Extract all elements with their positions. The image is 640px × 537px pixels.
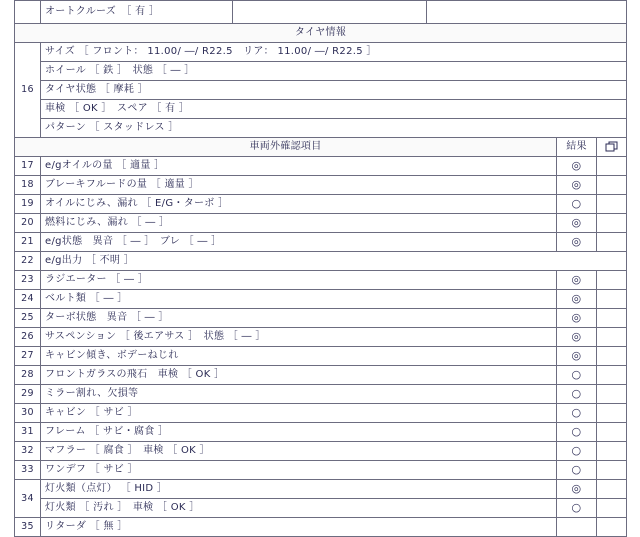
row-number: 31	[15, 423, 41, 442]
row-label: リターダ ［ 無 ］	[41, 518, 557, 537]
inspection-row	[15, 328, 627, 347]
inspection-row	[15, 404, 627, 423]
row-number: 28	[15, 366, 41, 385]
row-number: 21	[15, 233, 41, 252]
row-label: 灯火類 ［ 汚れ ］ 車検 ［ OK ］	[41, 499, 557, 518]
row-number: 35	[15, 518, 41, 537]
top-row-blank-2	[427, 1, 627, 24]
row-number: 34	[15, 480, 41, 518]
top-row-num	[15, 1, 41, 24]
row-extra	[597, 385, 627, 404]
tire-row-number: 16	[15, 43, 41, 138]
row-result: ◎	[557, 290, 597, 309]
copy-button[interactable]	[597, 138, 627, 157]
row-extra	[597, 404, 627, 423]
row-extra	[597, 328, 627, 347]
row-result: ○	[557, 404, 597, 423]
row-result: ○	[557, 423, 597, 442]
inspection-row	[15, 157, 627, 176]
row-label: ワンデフ ［ サビ ］	[41, 461, 557, 480]
row-number: 20	[15, 214, 41, 233]
row-extra	[597, 366, 627, 385]
inspection-row	[15, 176, 627, 195]
top-row	[15, 1, 627, 24]
row-label: キャビン ［ サビ ］	[41, 404, 557, 423]
row-number: 29	[15, 385, 41, 404]
row-extra	[597, 518, 627, 537]
tire-condition: タイヤ状態 ［ 摩耗 ］	[41, 81, 627, 100]
row-result: ◎	[557, 309, 597, 328]
inspection-row	[15, 499, 627, 518]
inspection-sheet	[14, 0, 626, 532]
top-row-blank-1	[233, 1, 427, 24]
row-extra	[597, 499, 627, 518]
inspection-row	[15, 252, 627, 271]
row-extra	[597, 214, 627, 233]
row-number: 30	[15, 404, 41, 423]
row-number: 19	[15, 195, 41, 214]
row-result: ○	[557, 499, 597, 518]
row-extra	[597, 461, 627, 480]
tire-pattern: パターン ［ スタッドレス ］	[41, 119, 627, 138]
row-result: ◎	[557, 233, 597, 252]
row-result: ◎	[557, 214, 597, 233]
inspection-row	[15, 309, 627, 328]
row-extra	[597, 271, 627, 290]
row-number: 25	[15, 309, 41, 328]
row-label: ラジエーター ［ ― ］	[41, 271, 557, 290]
row-label: e/g状態 異音 ［ ― ］ ブレ ［ ― ］	[41, 233, 557, 252]
row-result: ○	[557, 385, 597, 404]
row-extra	[597, 423, 627, 442]
row-number: 24	[15, 290, 41, 309]
row-result: ○	[557, 195, 597, 214]
inspection-row	[15, 233, 627, 252]
inspection-table	[14, 0, 627, 537]
inspection-row	[15, 423, 627, 442]
row-label: 灯火類（点灯） ［ HID ］	[41, 480, 557, 499]
row-number: 33	[15, 461, 41, 480]
tire-row	[15, 100, 627, 119]
row-result: ◎	[557, 271, 597, 290]
inspection-row	[15, 195, 627, 214]
row-extra	[597, 176, 627, 195]
row-extra	[597, 195, 627, 214]
row-extra	[597, 157, 627, 176]
row-label: e/g出力 ［ 不明 ］	[41, 252, 627, 271]
row-extra	[597, 233, 627, 252]
copy-icon	[605, 141, 619, 152]
inspection-section-title: 車両外確認項目	[15, 138, 557, 157]
inspection-row	[15, 480, 627, 499]
row-label: ターボ状態 異音 ［ ― ］	[41, 309, 557, 328]
tire-row	[15, 119, 627, 138]
row-extra	[597, 347, 627, 366]
row-result: ◎	[557, 176, 597, 195]
row-result: ◎	[557, 347, 597, 366]
row-label: マフラー ［ 腐食 ］ 車検 ［ OK ］	[41, 442, 557, 461]
row-label: サスペンション ［ 後エアサス ］ 状態 ［ ― ］	[41, 328, 557, 347]
inspection-row	[15, 214, 627, 233]
inspection-row	[15, 347, 627, 366]
row-number: 22	[15, 252, 41, 271]
row-label: ブレーキフルードの量 ［ 適量 ］	[41, 176, 557, 195]
row-label: キャビン傾き、ボデーねじれ	[41, 347, 557, 366]
row-label: e/gオイルの量 ［ 適量 ］	[41, 157, 557, 176]
row-result	[557, 518, 597, 537]
tire-row	[15, 43, 627, 62]
inspection-row	[15, 290, 627, 309]
row-result: ○	[557, 366, 597, 385]
row-result: ○	[557, 442, 597, 461]
inspection-row	[15, 271, 627, 290]
row-number: 17	[15, 157, 41, 176]
row-extra	[597, 290, 627, 309]
row-number: 18	[15, 176, 41, 195]
tire-section-header	[15, 24, 627, 43]
row-label: オイルにじみ、漏れ ［ E/G・ターボ ］	[41, 195, 557, 214]
tire-inspection-spare: 車検 ［ OK ］ スペア ［ 有 ］	[41, 100, 627, 119]
inspection-row	[15, 442, 627, 461]
row-label: フレーム ［ サビ・腐食 ］	[41, 423, 557, 442]
row-extra	[597, 442, 627, 461]
row-label: ミラー割れ、欠損等	[41, 385, 557, 404]
inspection-row	[15, 385, 627, 404]
row-label: 燃料にじみ、漏れ ［ ― ］	[41, 214, 557, 233]
row-extra	[597, 309, 627, 328]
inspection-row	[15, 461, 627, 480]
row-number: 27	[15, 347, 41, 366]
row-number: 23	[15, 271, 41, 290]
row-number: 32	[15, 442, 41, 461]
inspection-row	[15, 366, 627, 385]
row-result: ◎	[557, 157, 597, 176]
row-label: フロントガラスの飛石 車検 ［ OK ］	[41, 366, 557, 385]
top-row-label: オートクルーズ ［ 有 ］	[41, 1, 233, 24]
inspection-row	[15, 518, 627, 537]
row-result: ◎	[557, 480, 597, 499]
result-column-header: 結果	[557, 138, 597, 157]
row-number: 26	[15, 328, 41, 347]
tire-row	[15, 81, 627, 100]
tire-section-title: タイヤ情報	[15, 24, 627, 43]
row-result: ◎	[557, 328, 597, 347]
inspection-section-header	[15, 138, 627, 157]
tire-row	[15, 62, 627, 81]
row-result: ○	[557, 461, 597, 480]
tire-wheel: ホイール ［ 鉄 ］ 状態 ［ ― ］	[41, 62, 627, 81]
tire-size: サイズ ［ フロント： 11.00/ ―/ R22.5 リア： 11.00/ ―/ R22.5 ］	[41, 43, 627, 62]
row-extra	[597, 480, 627, 499]
row-label: ベルト類 ［ ― ］	[41, 290, 557, 309]
